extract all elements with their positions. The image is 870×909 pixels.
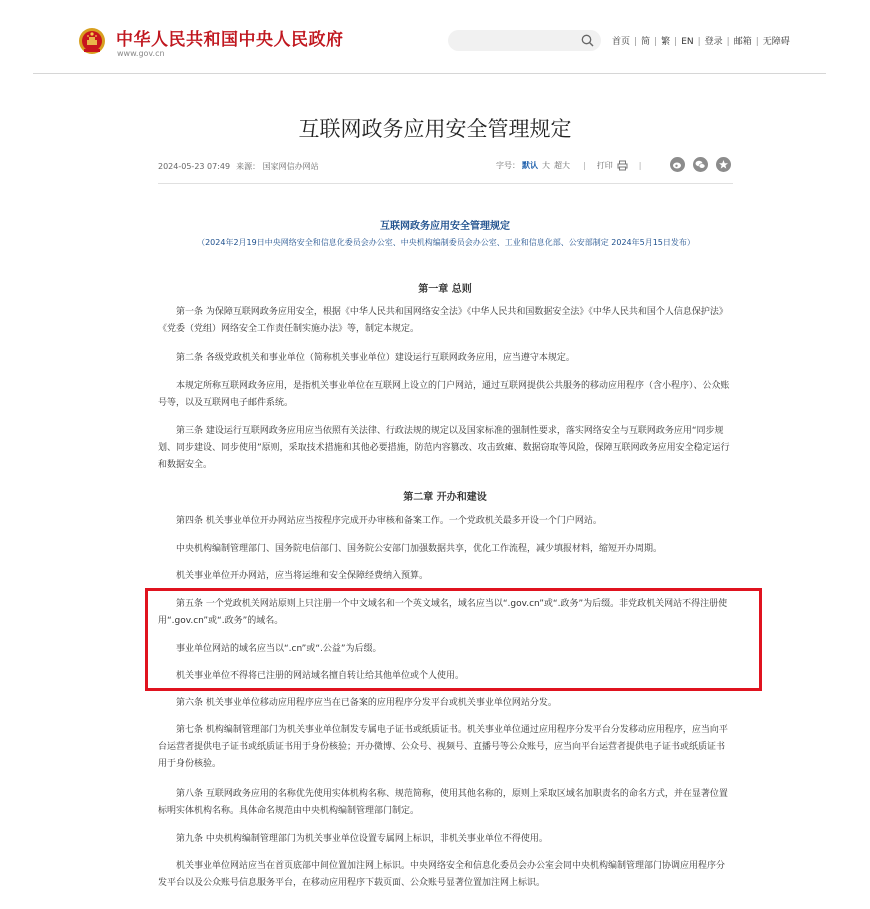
paragraph: 机关事业单位不得将已注册的网站域名擅自转让给其他单位或个人使用。: [176, 671, 465, 681]
article-title: 互联网政务应用安全管理规定: [298, 117, 572, 141]
paragraph: 第八条 互联网政务应用的名称优先使用实体机构名称、规范简称，使用其他名称的，原则上采取区域名加职责名的命名方式，并在显著位置标明实体机构名称。具体命名规范由中央机构编制管理部门制定。: [158, 789, 728, 816]
print-button[interactable]: 打印: [596, 161, 613, 170]
favorite-icon[interactable]: [716, 157, 731, 172]
nav-mailbox[interactable]: 邮箱: [733, 37, 752, 47]
highlight-box: [145, 588, 762, 691]
nav-separator: |: [654, 37, 658, 47]
weibo-icon[interactable]: [670, 157, 685, 172]
nav-login[interactable]: 登录: [704, 37, 723, 47]
article-meta: [158, 161, 319, 172]
article-tools: [496, 160, 652, 171]
site-url: www.gov.cn: [117, 49, 165, 58]
nav-traditional[interactable]: 繁: [661, 37, 671, 47]
paragraph: 第三条 建设运行互联网政务应用应当依照有关法律、行政法规的规定以及国家标准的强制性要求，落实网络安全与互联网政务应用“同步规划、同步建设、同步使用”原则，采取技术措施和其他必要措施，防范内容篡改、攻击致瘫、数据窃取等风险，保障互联网政务应用安全稳定运行和数据安全。: [158, 426, 730, 470]
paragraph: 事业单位网站的域名应当以“.cn”或“.公益”为后缀。: [176, 644, 382, 654]
nav-home[interactable]: 首页: [612, 37, 631, 47]
top-nav: [612, 34, 790, 47]
paragraph: 第九条 中央机构编制管理部门为机关事业单位设置专属网上标识，非机关事业单位不得使用。: [176, 834, 548, 844]
search-input[interactable]: [448, 30, 601, 51]
publish-date: 2024-05-23 07:49: [158, 162, 231, 171]
article-source: 来源： 国家网信办网站: [236, 162, 319, 171]
nav-separator: |: [674, 37, 678, 47]
nav-separator: |: [634, 37, 638, 47]
paragraph: 本规定所称互联网政务应用，是指机关事业单位在互联网上设立的门户网站，通过互联网提供公共服务的移动应用程序（含小程序）、公众账号等，以及互联网电子邮件系统。: [158, 381, 730, 408]
national-emblem-icon[interactable]: [78, 26, 106, 56]
meta-divider: [158, 183, 733, 184]
document-subtitle: （2024年2月19日中央网络安全和信息化委员会办公室、中央机构编制委员会办公室、工业和信息化部、公安部制定 2024年5月15日发布）: [197, 238, 695, 247]
chapter-heading: 第二章 开办和建设: [403, 492, 487, 503]
nav-separator: |: [755, 37, 759, 47]
print-icon[interactable]: [617, 160, 628, 171]
paragraph: 第四条 机关事业单位开办网站应当按程序完成开办审核和备案工作。一个党政机关最多开设一个门户网站。: [176, 516, 602, 526]
wechat-icon[interactable]: [693, 157, 708, 172]
paragraph: 第六条 机关事业单位移动应用程序应当在已备案的应用程序分发平台或机关事业单位网站分发。: [176, 698, 557, 708]
nav-separator: |: [726, 37, 730, 47]
tools-separator: |: [638, 161, 642, 170]
paragraph: 中央机构编制管理部门、国务院电信部门、国务院公安部门加强数据共享，优化工作流程，减少填报材料，缩短开办周期。: [176, 544, 663, 554]
paragraph: 第二条 各级党政机关和事业单位（简称机关事业单位）建设运行互联网政务应用，应当遵守本规定。: [176, 353, 575, 363]
paragraph: 第七条 机构编制管理部门为机关事业单位制发专属电子证书或纸质证书。机关事业单位通过应用程序分发平台分发移动应用程序，应当向平台运营者提供电子证书或纸质证书用于身份核验；开办微博、公众号、视频号、直播号等公众账号，应当向平台运营者提供电子证书或纸质证书用于身份核验。: [158, 725, 728, 769]
site-header: [0, 0, 870, 74]
font-size-large[interactable]: 大: [542, 161, 550, 170]
font-size-label: 字号：: [496, 161, 520, 170]
nav-english[interactable]: EN: [681, 37, 694, 47]
paragraph: 第一条 为保障互联网政务应用安全，根据《中华人民共和国网络安全法》《中华人民共和国数据安全法》《中华人民共和国个人信息保护法》《党委（党组）网络安全工作责任制实施办法》等，制定本规定。: [158, 307, 728, 334]
nav-simplified[interactable]: 简: [641, 37, 651, 47]
tools-separator: |: [583, 161, 586, 170]
header-divider: [33, 73, 826, 74]
font-size-xlarge[interactable]: 超大: [554, 161, 570, 170]
paragraph: 机关事业单位网站应当在首页底部中间位置加注网上标识。中央网络安全和信息化委员会办公室会同中央机构编制管理部门协调应用程序分发平台以及公众账号信息服务平台，在移动应用程序下载页面、公众账号显著位置加注网上标识。: [158, 861, 726, 888]
chapter-heading: 第一章 总则: [418, 284, 472, 295]
site-name[interactable]: 中华人民共和国中央人民政府: [116, 30, 344, 50]
paragraph: 第五条 一个党政机关网站原则上只注册一个中文域名和一个英文域名，域名应当以“.gov.cn”或“.政务”为后缀。非党政机关网站不得注册使用“.gov.cn”或“.政务”的域名。: [158, 599, 728, 626]
font-size-default[interactable]: 默认: [522, 161, 538, 170]
search-icon[interactable]: [581, 34, 594, 47]
nav-separator: |: [697, 37, 701, 47]
nav-accessibility[interactable]: 无障碍: [762, 37, 790, 47]
paragraph: 机关事业单位开办网站，应当将运维和安全保障经费纳入预算。: [176, 571, 429, 581]
document-title: 互联网政务应用安全管理规定: [380, 221, 510, 232]
